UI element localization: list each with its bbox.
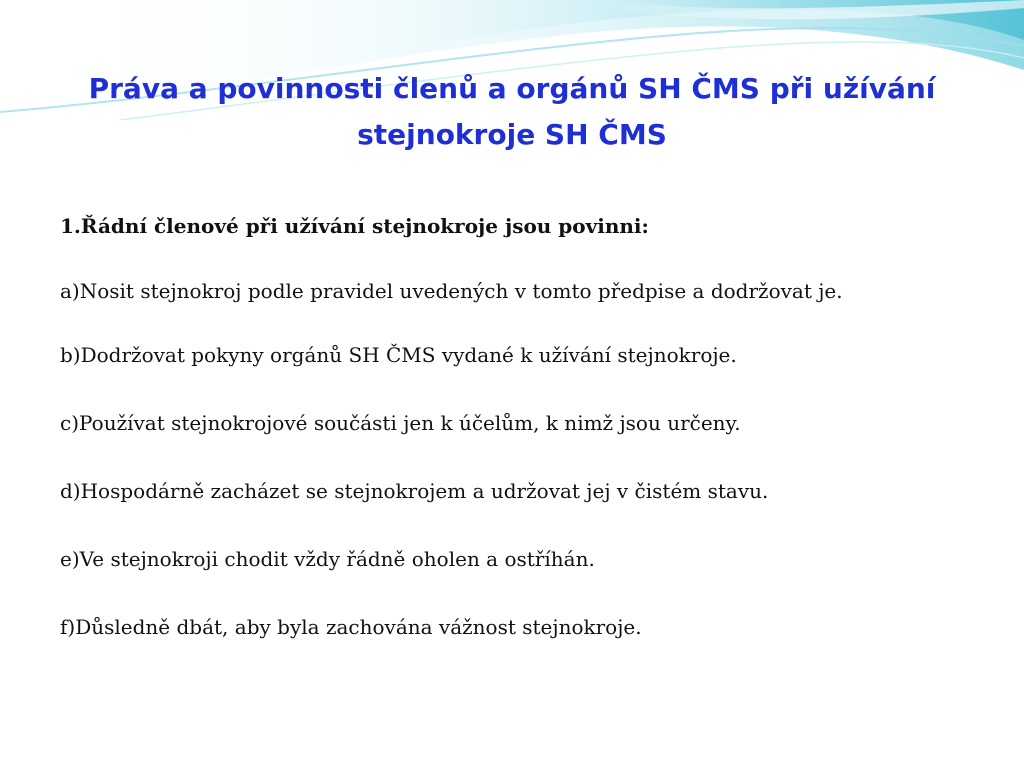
list-item-d: d)Hospodárně zacházet se stejnokrojem a udržovat jej v čistém stavu. xyxy=(60,479,769,503)
slide-title-line-2: stejnokroje SH ČMS xyxy=(357,118,667,151)
section-heading: 1.Řádní členové při užívání stejnokroje jsou povinni: xyxy=(60,214,649,238)
list-item-b: b)Dodržovat pokyny orgánů SH ČMS vydané k užívání stejnokroje. xyxy=(60,343,737,367)
slide-body xyxy=(60,214,980,640)
list-item-f: f)Důsledně dbát, aby byla zachována vážnost stejnokroje. xyxy=(60,615,642,639)
list-item-e: e)Ve stejnokroji chodit vždy řádně oholen a ostříhán. xyxy=(60,547,595,571)
slide-title-line-1: Práva a povinnosti členů a orgánů SH ČMS při užívání xyxy=(88,72,936,105)
list-item-c: c)Používat stejnokrojové součásti jen k účelům, k nimž jsou určeny. xyxy=(60,411,741,435)
list-item-a: a)Nosit stejnokroj podle pravidel uvedených v tomto předpise a dodržovat je. xyxy=(60,279,843,303)
slide-title xyxy=(40,66,984,158)
